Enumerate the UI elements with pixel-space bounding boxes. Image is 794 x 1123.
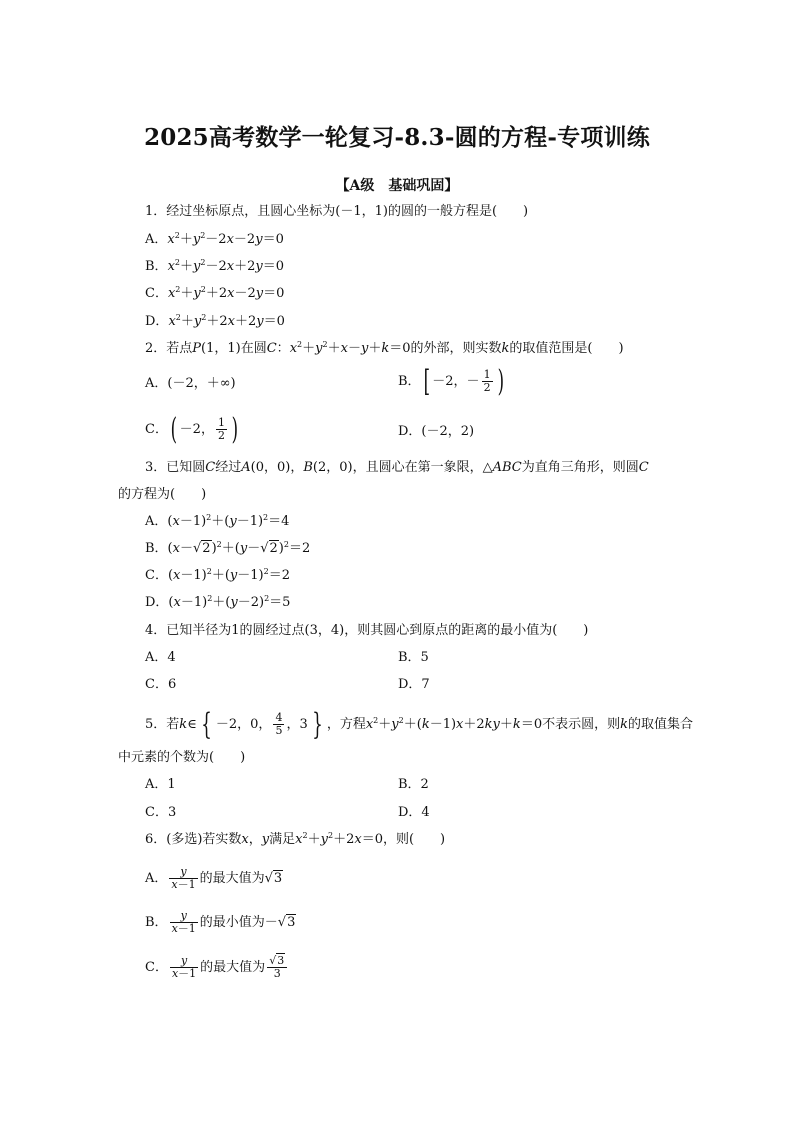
- q5-option-d[interactable]: D．4: [398, 805, 430, 820]
- q5-option-c[interactable]: C．3: [145, 805, 177, 820]
- q2-option-d[interactable]: D．(－2，2): [398, 424, 475, 439]
- q6-option-a[interactable]: A． $\frac{y}{x-1}$ 的最大值为√3: [145, 865, 283, 891]
- q1-option-c[interactable]: C．$x^2+y^2+2x-2y=0$: [145, 285, 285, 301]
- q3-option-a[interactable]: A．$(x-1)^2+(y-1)^2=4$: [145, 513, 290, 529]
- q1-option-d[interactable]: D．$x^2+y^2+2x+2y=0$: [145, 313, 285, 329]
- q6-option-b[interactable]: B． $\frac{y}{x-1}$ 的最小值为－√3: [145, 909, 296, 935]
- q1-option-b[interactable]: B．$x^2+y^2-2x+2y=0$: [145, 258, 285, 274]
- q5-stem-line2: 中元素的个数为( ): [118, 750, 246, 765]
- q3-stem-line2: 的方程为( ): [118, 487, 207, 502]
- q4-option-a[interactable]: A．4: [145, 650, 176, 665]
- q6-option-c[interactable]: C． $\frac{y}{x-1}$ 的最大值为 $\frac{√3}{3}$: [145, 955, 289, 980]
- q5-stem-line1: 5．若k∈ { －2，0， $\frac{4}{5}$ ，3 } ，方程$x^2+y^2+(k-1)x+2ky+k=0$不表示圆，则k的取值集合: [145, 706, 693, 742]
- q5-option-b[interactable]: B．2: [398, 777, 429, 792]
- q4-stem: 4．已知半径为1的圆经过点(3，4)，则其圆心到原点的距离的最小值为( ): [145, 623, 589, 638]
- q1-option-a[interactable]: A．$x^2+y^2-2x-2y=0$: [145, 231, 284, 247]
- q3-option-d[interactable]: D．$(x-1)^2+(y-2)^2=5$: [145, 594, 291, 610]
- q2-option-a[interactable]: A．(－2，＋∞): [145, 376, 236, 391]
- q6-stem: 6．(多选)若实数x，y满足$x^2+y^2+2x=0$，则( ): [145, 831, 446, 847]
- q3-stem-line1: 3．已知圆C经过A(0，0)，B(2，0)，且圆心在第一象限，△ABC为直角三角形，则圆C: [145, 460, 649, 475]
- q2-option-b[interactable]: B．[ －2，－ $\frac{1}{2}$ ): [398, 363, 504, 399]
- section-heading: 【A级 基础巩固】: [335, 178, 459, 194]
- q5-option-a[interactable]: A．1: [145, 777, 176, 792]
- q4-option-d[interactable]: D．7: [398, 677, 430, 692]
- q4-option-b[interactable]: B．5: [398, 650, 429, 665]
- q2-option-c[interactable]: C．( －2， $\frac{1}{2}$ ): [145, 411, 239, 447]
- page-title: 2025高考数学一轮复习-8.3-圆的方程-专项训练: [144, 124, 650, 151]
- q4-option-c[interactable]: C．6: [145, 677, 177, 692]
- q3-option-b[interactable]: B．$(x-√2)^2+(y-√2)^2=2$: [145, 540, 311, 556]
- q2-stem: 2．若点P(1，1)在圆C：$x^2+y^2+x-y+k=0$的外部，则实数k的取值范围是( ): [145, 340, 624, 356]
- q1-stem: 1．经过坐标原点，且圆心坐标为(－1，1)的圆的一般方程是( ): [145, 204, 529, 219]
- q3-option-c[interactable]: C．$(x-1)^2+(y-1)^2=2$: [145, 567, 290, 583]
